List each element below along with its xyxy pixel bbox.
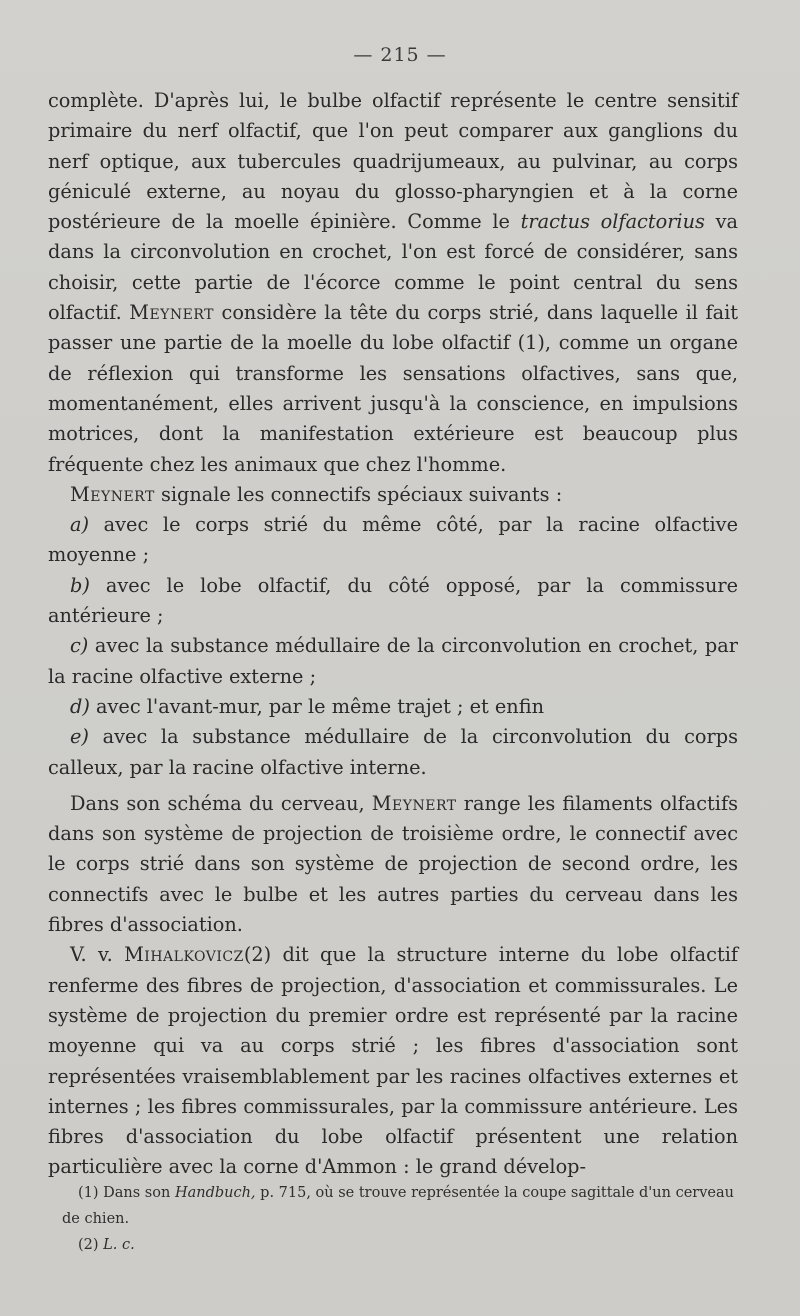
footnote-1 <box>62 1180 742 1232</box>
footnote-text: p. 715, où se trouve représentée la coupe sagittale d'un cerveau de chien. <box>62 1185 734 1227</box>
list-marker: b) <box>70 573 90 597</box>
author-name: Meynert <box>371 791 457 815</box>
paragraph-text: V. v. <box>70 943 113 967</box>
footnote-italic: L. c. <box>103 1237 135 1253</box>
list-item <box>48 722 738 783</box>
footnote-italic: Handbuch, <box>174 1185 256 1201</box>
paragraph-text: Dans son schéma du cerveau, <box>70 791 365 815</box>
italic-term: tractus olfactorius <box>520 210 705 234</box>
author-name: Mihalkovicz <box>124 943 244 967</box>
paragraph-3 <box>48 789 738 940</box>
list-item-text: avec le corps strié du même côté, par la racine olfactive moyenne ; <box>48 513 738 567</box>
footnotes <box>62 1180 742 1258</box>
paragraph-text: (2) dit que la structure interne du lobe olfactif renferme des fibres de projection, d'association et commissurales. Le système de projection du premier ordre est représenté par la racine moyenne qui va au corps strié ; les fibres d'association sont représentées vraisemblablement par les racines olfactives externes et internes ; les fibres commissurales, par la commissure antérieure. Les fibres d'association du lobe olfactif présentent une relation particulière avec la corne d'Ammon : le grand dévelop- <box>48 943 738 1179</box>
paragraph-text: considère la tête du corps strié, dans laquelle il fait passer une partie de la moelle du lobe olfactif (1), comme un organe de réflexion qui transforme les sensations olfactives, sans que, momentanément, elles arrivent jusqu'à la conscience, en impulsions motrices, dont la manifestation extérieure est beaucoup plus fréquente chez les animaux que chez l'homme. <box>48 301 738 476</box>
paragraph-text: complète. D'après lui, le bulbe olfactif représente le centre sensitif primaire du nerf olfactif, que l'on peut comparer aux ganglions du nerf optique, aux tubercules quadrijumeaux, au pulvinar, au corps géniculé externe, au noyau du glosso-pharyngien et à la corne postérieure de la moelle épinière. Comme le <box>48 89 738 234</box>
list-marker: d) <box>70 694 90 718</box>
paragraph-4 <box>48 940 738 1182</box>
list-item-text: avec l'avant-mur, par le même trajet ; et enfin <box>96 694 544 718</box>
list-marker: a) <box>70 513 90 537</box>
footnote-text: (1) Dans son <box>78 1185 171 1201</box>
paragraph-2 <box>48 480 738 510</box>
list-marker: e) <box>70 725 89 749</box>
paragraph-1 <box>48 86 738 480</box>
footnote-2 <box>62 1232 742 1258</box>
paragraph-text: range les filaments olfactifs dans son système de projection de troisième ordre, le connectif avec le corps strié dans son système de projection de second ordre, les connectifs avec le bulbe et les autres parties du cerveau dans les fibres d'association. <box>48 791 738 937</box>
paragraph-text: signale les connectifs spéciaux suivants : <box>160 482 563 506</box>
author-name: Meynert <box>129 301 215 325</box>
list-item <box>48 571 738 632</box>
main-text <box>48 86 738 1183</box>
paragraph-text: va dans la circonvolution en crochet, l'on est forcé de considérer, sans choisir, cette partie de l'écorce comme le point central du sens olfactif. <box>48 210 738 325</box>
list-item-text: avec le lobe olfactif, du côté opposé, par la commissure antérieure ; <box>48 573 738 628</box>
list-item <box>48 692 738 722</box>
list-item-text: avec la substance médullaire de la circonvolution en crochet, par la racine olfactive externe ; <box>48 634 738 688</box>
list-item <box>48 510 738 571</box>
list-item-text: avec la substance médullaire de la circonvolution du corps calleux, par la racine olfactive interne. <box>48 725 738 779</box>
author-name: Meynert <box>70 482 155 506</box>
list-item <box>48 631 738 692</box>
list-marker: c) <box>70 634 89 658</box>
footnote-text: (2) <box>78 1237 99 1253</box>
page-number: — 215 — <box>353 44 447 66</box>
